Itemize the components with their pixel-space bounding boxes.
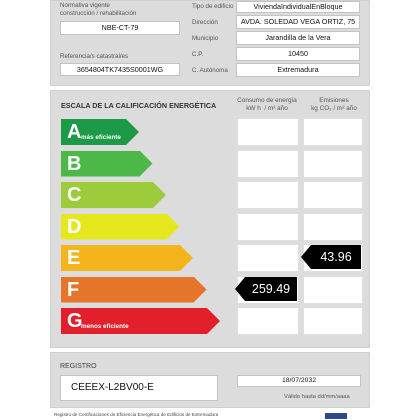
registro-validity-label: Válido hasta dd/mm/aaaa	[284, 394, 350, 400]
grade-arrow-c	[61, 182, 166, 208]
grade-letter: A	[67, 121, 82, 143]
grade-arrow-b	[61, 151, 153, 177]
municipio-field: Jarandilla de la Vera	[236, 31, 360, 45]
grade-sublabel: más eficiente	[81, 134, 121, 141]
grade-arrow-shape	[61, 245, 193, 271]
emisiones-header: Emisiones kg CO₂ / m² año	[311, 97, 357, 112]
building-info-panel	[50, 0, 370, 86]
direccion-label: Dirección	[192, 19, 218, 26]
consumo-cell	[237, 118, 299, 146]
footer-note: Registro de Certificaciones de Eficiencia Energética de Edificios de Extremadura	[54, 412, 219, 417]
grade-letter: G	[67, 310, 83, 332]
registro-panel	[50, 352, 370, 408]
direccion-field: AVDA. SOLEDAD VEGA ORTIZ, 75	[236, 15, 360, 29]
consumo-cell	[237, 213, 299, 241]
grade-letter: B	[67, 152, 82, 175]
eu-flag-icon	[325, 413, 347, 419]
consumo-value-tag: 259.49	[245, 277, 297, 301]
scale-title: ESCALA DE LA CALIFICACIÓN ENERGÉTICA	[61, 101, 217, 110]
cp-label: C.P.	[192, 51, 204, 58]
emisiones-value-tag: 43.96	[311, 245, 361, 269]
grade-arrow-a	[61, 119, 139, 145]
grade-arrow-shape	[61, 308, 220, 334]
grade-letter: E	[67, 247, 81, 269]
cp-field: 10450	[236, 47, 360, 61]
grade-arrow-f	[61, 277, 207, 303]
registro-date-field: 18/07/2032	[237, 375, 361, 387]
energy-scale-panel	[50, 90, 370, 348]
emisiones-cell	[303, 307, 363, 335]
emisiones-cell	[303, 213, 363, 241]
grade-arrow-g	[61, 308, 220, 334]
ca-field: Extremadura	[236, 63, 360, 77]
emisiones-cell	[303, 276, 363, 304]
emisiones-cell	[303, 118, 363, 146]
grade-arrow-shape	[61, 277, 207, 303]
referencia-field: 3654804TK7435S0001WG	[60, 63, 180, 76]
grade-letter: C	[67, 184, 82, 206]
tipo-label: Tipo de edificio	[192, 3, 234, 10]
consumo-header: Consumo de energía kW h / m² año	[237, 97, 297, 112]
normativa-field: NBE-CT-79	[60, 21, 180, 35]
emisiones-cell	[303, 181, 363, 209]
referencia-label: Referencia/s catastral/es	[60, 53, 129, 60]
grade-sublabel: menos eficiente	[81, 323, 129, 330]
grade-arrow-d	[61, 214, 180, 240]
grade-letter: F	[67, 278, 80, 301]
consumo-cell	[237, 307, 299, 335]
consumo-cell	[237, 181, 299, 209]
registro-label: REGISTRO	[60, 363, 97, 370]
grade-letter: D	[67, 215, 82, 238]
consumo-cell	[237, 150, 299, 178]
municipio-label: Municipio	[192, 35, 219, 42]
registro-code-field: CEEEX-L2BV00-E	[60, 375, 218, 401]
normativa-label: Normativa vigente construcción / rehabilitación	[60, 2, 137, 17]
ca-label: C. Autónoma	[192, 67, 228, 74]
emisiones-cell	[303, 150, 363, 178]
tipo-field: ViviendaIndividualEnBloque	[236, 1, 360, 13]
consumo-cell	[237, 244, 299, 272]
grade-arrow-e	[61, 245, 193, 271]
